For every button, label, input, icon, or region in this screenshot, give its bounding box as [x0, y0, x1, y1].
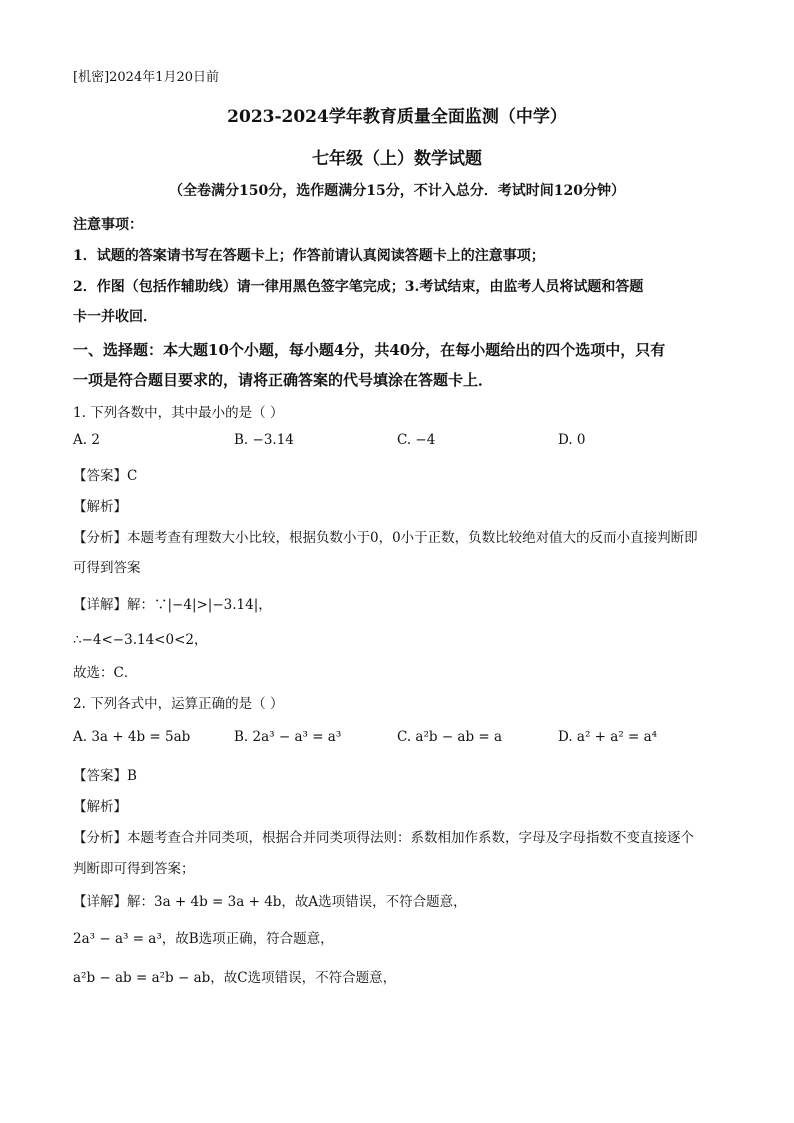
q2-detail-line-3: a²b − ab = a²b − ab，故C选项错误，不符合题意，: [73, 970, 397, 986]
q1-option-d: D. 0: [558, 432, 586, 448]
q2-option-d: D. a² + a² = a⁴: [558, 729, 658, 745]
q2-analysis-line-1: 【分析】本题考查合并同类项，根据合并同类项得法则：系数相加作系数，字母及字母指数不变直接逐个: [73, 830, 694, 846]
notice-item-1: 1．试题的答案请书写在答题卡上；作答前请认真阅读答题卡上的注意事项；: [73, 248, 545, 264]
q2-stem: 2. 下列各式中，运算正确的是（ ）: [73, 696, 284, 712]
exam-subtitle: 七年级（上）数学试题: [312, 149, 482, 169]
section-1-instruction-line-2: 一项是符合题目要求的，请将正确答案的代号填涂在答题卡上．: [73, 371, 494, 389]
q2-detail-line-1: 【详解】解：3a + 4b = 3a + 4b，故A选项错误，不符合题意，: [73, 894, 467, 910]
notice-item-2-line-1: 2．作图（包括作辅助线）请一律用黑色签字笔完成；3.考试结束，由监考人员将试题和答题: [73, 279, 644, 295]
q1-analysis-label: 【解析】: [73, 499, 127, 515]
q2-option-b: B. 2a³ − a³ = a³: [234, 729, 342, 745]
q1-answer: 【答案】C: [73, 468, 138, 484]
notice-item-2-line-2: 卡一并收回．: [73, 309, 157, 325]
q1-analysis-line-1: 【分析】本题考查有理数大小比较，根据负数小于0，0小于正数，负数比较绝对值大的反而小直接判断即: [73, 530, 698, 546]
q2-option-c: C. a²b − ab = a: [397, 729, 503, 745]
q1-analysis-line-2: 可得到答案: [73, 560, 141, 576]
q2-detail-line-2: 2a³ − a³ = a³，故B选项正确，符合题意，: [73, 931, 334, 947]
q2-answer: 【答案】B: [73, 768, 137, 784]
q2-analysis-line-2: 判断即可得到答案；: [73, 861, 195, 877]
q1-option-a: A. 2: [73, 432, 100, 448]
q1-detail-line-3: 故选：C．: [73, 665, 138, 681]
q1-detail-line-1: 【详解】解：∵|−4|>|−3.14|，: [73, 597, 272, 613]
exam-title: 2023-2024学年教育质量全面监测（中学）: [227, 107, 567, 127]
q1-option-c: C. −4: [397, 432, 436, 448]
section-1-instruction-line-1: 一、选择题：本大题10个小题，每小题4分，共40分，在每小题给出的四个选项中，只有: [73, 341, 666, 359]
q1-detail-line-2: ∴−4<−3.14<0<2，: [73, 632, 208, 648]
q2-analysis-label: 【解析】: [73, 799, 127, 815]
q1-stem: 1. 下列各数中，其中最小的是（ ）: [73, 405, 284, 421]
q1-option-b: B. −3.14: [234, 432, 294, 448]
notice-heading: 注意事项：: [73, 217, 143, 233]
confidential-notice: [机密]2024年1月20日前: [73, 70, 220, 85]
q2-option-a: A. 3a + 4b = 5ab: [73, 729, 191, 745]
exam-note: （全卷满分150分，选作题满分15分，不计入总分．考试时间120分钟）: [169, 183, 625, 199]
